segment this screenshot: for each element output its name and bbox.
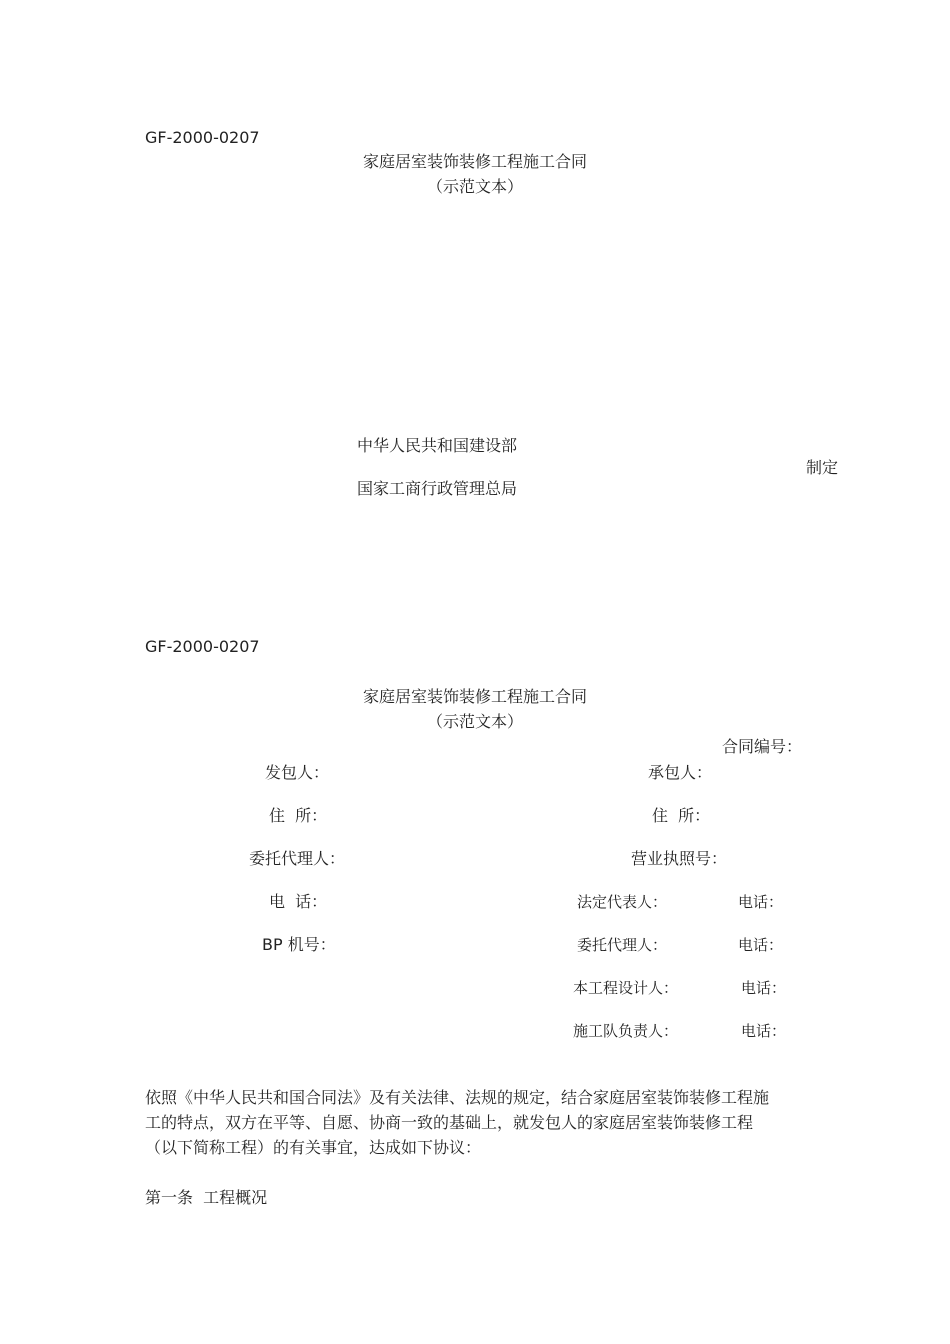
contract-subtitle: （示范文本） <box>426 712 523 731</box>
employer-address-label: 住 所： <box>269 806 328 825</box>
cover-code: GF-2000-0207 <box>145 128 260 147</box>
business-license-label: 营业执照号： <box>631 849 728 868</box>
contract-number-label: 合同编号： <box>722 737 803 756</box>
contractor-agent-label: 委托代理人： <box>577 936 668 954</box>
employer-phone-label: 电 话： <box>269 892 328 911</box>
article-1-heading: 第一条 工程概况 <box>145 1188 268 1207</box>
employer-label: 发包人： <box>265 763 330 782</box>
contractor-address-label: 住 所： <box>652 806 711 825</box>
employer-agent-label: 委托代理人： <box>249 849 346 868</box>
designer-label: 本工程设计人： <box>573 979 679 997</box>
intro-line: 工的特点，双方在平等、自愿、协商一致的基础上，就发包人的家庭居室装饰装修工程 <box>145 1113 754 1132</box>
contract-title: 家庭居室装饰装修工程施工合同 <box>362 687 587 706</box>
legal-rep-phone-label: 电话： <box>738 893 784 911</box>
team-lead-label: 施工队负责人： <box>573 1022 679 1040</box>
cover-subtitle: （示范文本） <box>426 177 523 196</box>
contract-code: GF-2000-0207 <box>145 637 260 656</box>
issued-word: 制定 <box>806 458 839 477</box>
intro-paragraph <box>145 1085 815 1160</box>
team-lead-phone-label: 电话： <box>741 1022 787 1040</box>
designer-phone-label: 电话： <box>741 979 787 997</box>
employer-bp-label: BP 机号： <box>262 935 336 954</box>
cover-title: 家庭居室装饰装修工程施工合同 <box>362 152 587 171</box>
legal-rep-label: 法定代表人： <box>577 893 668 911</box>
issuer-admin-industry-commerce: 国家工商行政管理总局 <box>357 479 518 498</box>
contractor-label: 承包人： <box>648 763 713 782</box>
issuer-ministry-construction: 中华人民共和国建设部 <box>357 436 518 455</box>
contractor-agent-phone-label: 电话： <box>738 936 784 954</box>
intro-line: 依照《中华人民共和国合同法》及有关法律、法规的规定，结合家庭居室装饰装修工程施 <box>145 1088 770 1107</box>
intro-line: （以下简称工程）的有关事宜，达成如下协议： <box>145 1138 482 1157</box>
